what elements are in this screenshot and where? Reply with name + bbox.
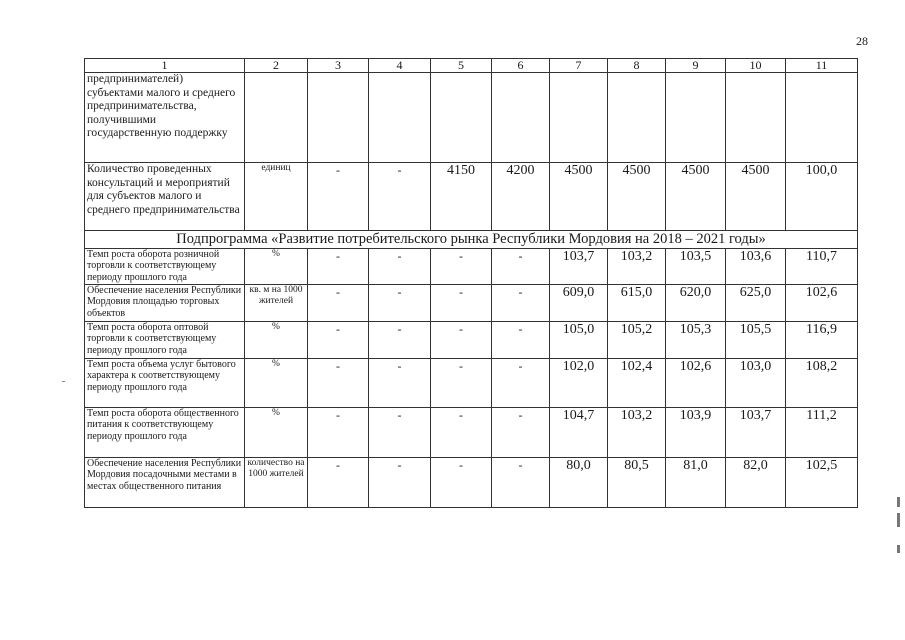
value-cell: - — [431, 322, 492, 359]
indicator-name: предпринимателей) субъектами малого и среднего предпринимательства, получившими государственную поддержку — [85, 73, 245, 163]
value-cell: 609,0 — [550, 285, 608, 322]
value-cell: - — [431, 359, 492, 408]
value-cell: 103,2 — [608, 408, 666, 458]
table-cell — [492, 73, 550, 163]
margin-tick — [62, 381, 65, 382]
value-cell: - — [369, 249, 431, 285]
column-header: 3 — [308, 59, 369, 73]
indicator-name: Темп роста оборота розничной торговли к соответствующему периоду прошлого года — [85, 249, 245, 285]
value-cell: 80,5 — [608, 458, 666, 508]
value-cell: 103,7 — [550, 249, 608, 285]
value-cell: 82,0 — [726, 458, 786, 508]
value-cell: 4500 — [608, 163, 666, 231]
indicator-unit: количество на 1000 жителей — [245, 458, 308, 508]
value-cell: 116,9 — [786, 322, 858, 359]
value-cell: 105,2 — [608, 322, 666, 359]
value-cell: - — [308, 322, 369, 359]
value-cell: 103,6 — [726, 249, 786, 285]
value-cell: 103,7 — [726, 408, 786, 458]
value-cell: 81,0 — [666, 458, 726, 508]
column-header: 11 — [786, 59, 858, 73]
value-cell: 103,0 — [726, 359, 786, 408]
value-cell: - — [492, 458, 550, 508]
indicator-unit: % — [245, 359, 308, 408]
value-cell: 4500 — [550, 163, 608, 231]
table-row — [85, 285, 858, 322]
column-header: 2 — [245, 59, 308, 73]
value-cell: 102,0 — [550, 359, 608, 408]
value-cell: 80,0 — [550, 458, 608, 508]
value-cell: - — [308, 458, 369, 508]
value-cell: - — [308, 249, 369, 285]
value-cell: 104,7 — [550, 408, 608, 458]
value-cell: - — [492, 322, 550, 359]
value-cell: 103,5 — [666, 249, 726, 285]
value-cell: 4200 — [492, 163, 550, 231]
table-cell — [666, 73, 726, 163]
table-row — [85, 163, 858, 231]
scan-edge-mark — [897, 545, 900, 553]
value-cell: - — [369, 458, 431, 508]
value-cell: 108,2 — [786, 359, 858, 408]
value-cell: 105,3 — [666, 322, 726, 359]
table-cell — [550, 73, 608, 163]
value-cell: - — [431, 249, 492, 285]
indicator-unit: единиц — [245, 163, 308, 231]
column-number-row — [85, 59, 858, 73]
table-row — [85, 322, 858, 359]
value-cell: 4500 — [666, 163, 726, 231]
subprogram-title: Подпрограмма «Развитие потребительского рынка Республики Мордовия на 2018 – 2021 годы» — [85, 231, 858, 249]
indicator-unit: % — [245, 322, 308, 359]
column-header: 1 — [85, 59, 245, 73]
value-cell: 4150 — [431, 163, 492, 231]
value-cell: - — [492, 249, 550, 285]
value-cell: 103,9 — [666, 408, 726, 458]
scan-edge-mark — [897, 513, 900, 527]
table-cell — [786, 73, 858, 163]
indicator-name: Темп роста объема услуг бытового характера к соответствующему периоду прошлого года — [85, 359, 245, 408]
indicator-unit: кв. м на 1000 жителей — [245, 285, 308, 322]
subprogram-row — [85, 231, 858, 249]
value-cell: - — [308, 285, 369, 322]
indicator-unit: % — [245, 249, 308, 285]
value-cell: - — [431, 458, 492, 508]
value-cell: 111,2 — [786, 408, 858, 458]
indicator-name: Обеспечение населения Республики Мордовия посадочными местами в местах общественного питания — [85, 458, 245, 508]
table-cell — [726, 73, 786, 163]
value-cell: 100,0 — [786, 163, 858, 231]
indicator-name: Количество проведенных консультаций и мероприятий для субъектов малого и среднего предпринимательства — [85, 163, 245, 231]
column-header: 8 — [608, 59, 666, 73]
value-cell: 615,0 — [608, 285, 666, 322]
value-cell: 110,7 — [786, 249, 858, 285]
column-header: 7 — [550, 59, 608, 73]
table-row — [85, 359, 858, 408]
value-cell: - — [431, 408, 492, 458]
scan-edge-mark — [897, 497, 900, 507]
table-cell — [369, 73, 431, 163]
value-cell: - — [308, 408, 369, 458]
value-cell: - — [492, 408, 550, 458]
column-header: 5 — [431, 59, 492, 73]
indicator-name: Обеспечение населения Республики Мордовия площадью торговых объектов — [85, 285, 245, 322]
indicator-name: Темп роста оборота оптовой торговли к соответствующему периоду прошлого года — [85, 322, 245, 359]
indicator-name: Темп роста оборота общественного питания к соответствующему периоду прошлого года — [85, 408, 245, 458]
value-cell: 102,6 — [786, 285, 858, 322]
table-row — [85, 458, 858, 508]
column-header: 9 — [666, 59, 726, 73]
table-row — [85, 408, 858, 458]
value-cell: 102,6 — [666, 359, 726, 408]
value-cell: 102,4 — [608, 359, 666, 408]
table-cell — [608, 73, 666, 163]
indicator-unit: % — [245, 408, 308, 458]
value-cell: - — [369, 359, 431, 408]
value-cell: - — [492, 359, 550, 408]
column-header: 6 — [492, 59, 550, 73]
value-cell: - — [431, 285, 492, 322]
value-cell: - — [369, 408, 431, 458]
value-cell: 625,0 — [726, 285, 786, 322]
value-cell: - — [308, 359, 369, 408]
table-cell — [431, 73, 492, 163]
value-cell: 103,2 — [608, 249, 666, 285]
column-header: 10 — [726, 59, 786, 73]
value-cell: 105,5 — [726, 322, 786, 359]
value-cell: - — [492, 285, 550, 322]
value-cell: 102,5 — [786, 458, 858, 508]
value-cell: - — [369, 322, 431, 359]
value-cell: 105,0 — [550, 322, 608, 359]
value-cell: 4500 — [726, 163, 786, 231]
value-cell: - — [369, 163, 431, 231]
indicator-unit — [245, 73, 308, 163]
table-row — [85, 73, 858, 163]
page-number: 28 — [856, 34, 868, 48]
value-cell: - — [308, 163, 369, 231]
table-row — [85, 249, 858, 285]
value-cell: - — [369, 285, 431, 322]
value-cell: 620,0 — [666, 285, 726, 322]
column-header: 4 — [369, 59, 431, 73]
table-cell — [308, 73, 369, 163]
indicators-table — [84, 58, 858, 508]
